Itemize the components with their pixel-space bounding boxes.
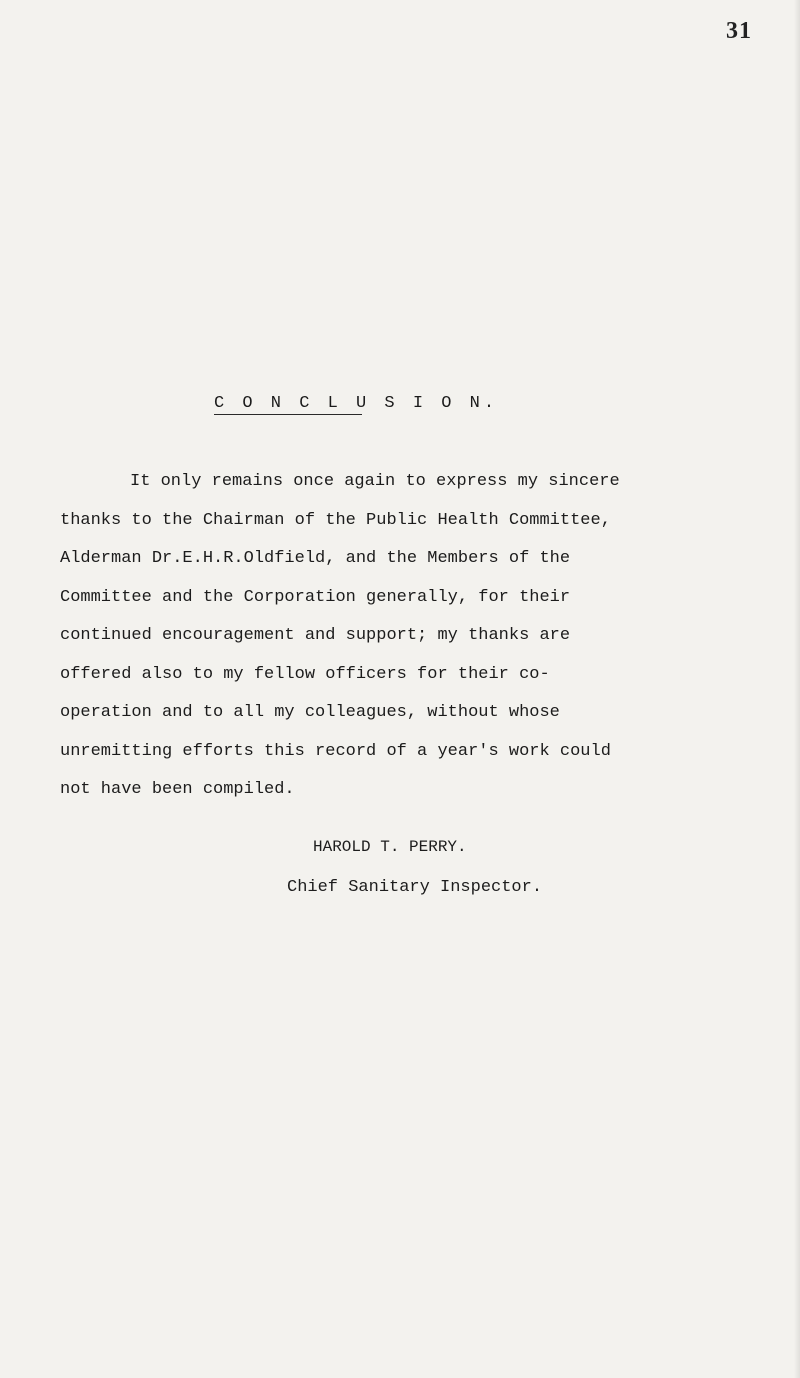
- paragraph-line: Committee and the Corporation generally, for their: [60, 587, 571, 607]
- paragraph-line: not have been compiled.: [60, 780, 295, 799]
- paragraph-line: continued encouragement and support; my thanks are: [60, 626, 571, 645]
- paragraph-line: thanks to the Chairman of the Public Health Committee,: [60, 510, 611, 530]
- paragraph-line: offered also to my fellow officers for their co-: [60, 664, 550, 684]
- paragraph-line: operation and to all my colleagues, without whose: [60, 703, 560, 722]
- page-edge-shadow: [794, 0, 800, 1378]
- paragraph-line: It only remains once again to express my sincere: [130, 472, 620, 491]
- heading-underline: [214, 414, 362, 415]
- signatory-title: Chief Sanitary Inspector.: [287, 878, 543, 897]
- page-number: 31: [726, 18, 752, 44]
- section-heading: C O N C L U S I O N.: [214, 394, 499, 413]
- conclusion-paragraph: [60, 463, 700, 810]
- signatory-name: HAROLD T. PERRY.: [313, 838, 467, 856]
- paragraph-line: unremitting efforts this record of a year's work could: [60, 741, 611, 761]
- paragraph-line: Alderman Dr.E.H.R.Oldfield, and the Members of the: [60, 549, 571, 568]
